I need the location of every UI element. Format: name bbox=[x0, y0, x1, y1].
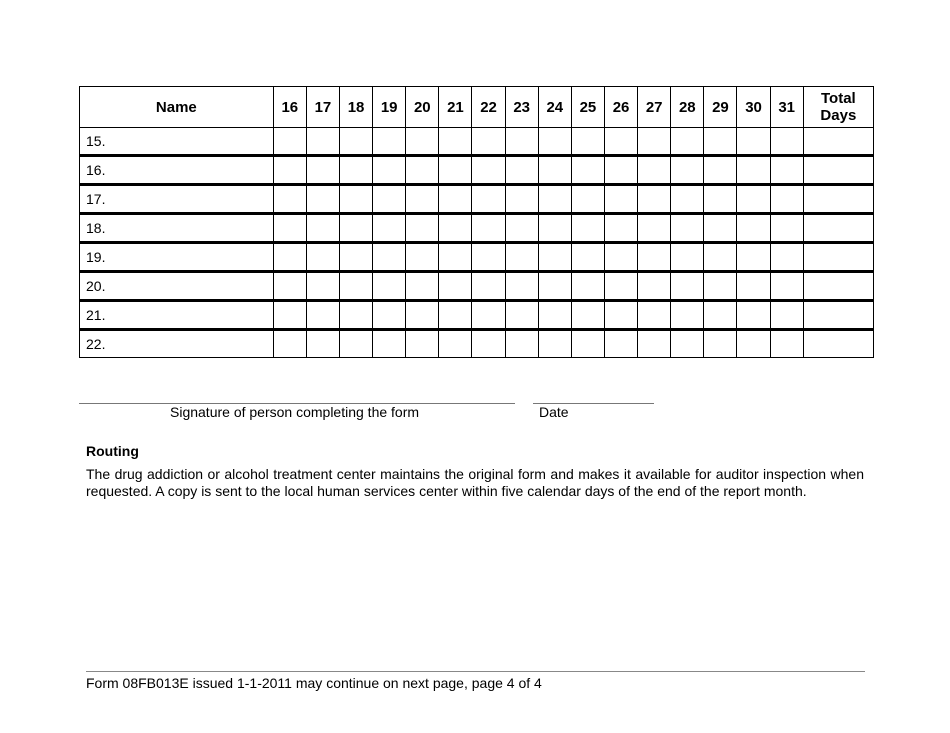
day-cell[interactable] bbox=[770, 330, 803, 358]
day-cell[interactable] bbox=[538, 156, 571, 185]
day-column-header: 20 bbox=[406, 87, 439, 128]
day-cell[interactable] bbox=[439, 243, 472, 272]
row-number-name-cell[interactable]: 15. bbox=[80, 128, 274, 156]
day-cell[interactable] bbox=[671, 301, 704, 330]
day-cell[interactable] bbox=[306, 185, 339, 214]
day-cell[interactable] bbox=[339, 330, 372, 358]
day-cell[interactable] bbox=[505, 301, 538, 330]
day-cell[interactable] bbox=[439, 185, 472, 214]
day-cell[interactable] bbox=[373, 128, 406, 156]
day-cell[interactable] bbox=[704, 156, 737, 185]
day-cell[interactable] bbox=[571, 301, 604, 330]
day-cell[interactable] bbox=[406, 243, 439, 272]
day-cell[interactable] bbox=[505, 156, 538, 185]
table-row bbox=[80, 272, 874, 301]
day-column-header: 25 bbox=[571, 87, 604, 128]
day-cell[interactable] bbox=[571, 128, 604, 156]
day-cell[interactable] bbox=[306, 214, 339, 243]
day-cell[interactable] bbox=[406, 185, 439, 214]
total-days-cell[interactable] bbox=[803, 301, 873, 330]
day-cell[interactable] bbox=[339, 214, 372, 243]
table-row bbox=[80, 301, 874, 330]
day-cell[interactable] bbox=[538, 301, 571, 330]
day-cell[interactable] bbox=[538, 128, 571, 156]
day-cell[interactable] bbox=[737, 128, 770, 156]
day-cell[interactable] bbox=[273, 214, 306, 243]
day-cell[interactable] bbox=[339, 156, 372, 185]
day-cell[interactable] bbox=[638, 272, 671, 301]
day-cell[interactable] bbox=[737, 272, 770, 301]
day-cell[interactable] bbox=[571, 330, 604, 358]
name-column-header: Name bbox=[80, 87, 274, 128]
day-column-header: 27 bbox=[638, 87, 671, 128]
day-cell[interactable] bbox=[505, 272, 538, 301]
day-cell[interactable] bbox=[373, 156, 406, 185]
day-cell[interactable] bbox=[406, 272, 439, 301]
day-cell[interactable] bbox=[273, 185, 306, 214]
day-cell[interactable] bbox=[339, 128, 372, 156]
day-cell[interactable] bbox=[472, 330, 505, 358]
total-days-header-line1: Total bbox=[821, 90, 856, 107]
table-body bbox=[80, 128, 874, 358]
day-cell[interactable] bbox=[571, 272, 604, 301]
routing-heading: Routing bbox=[86, 443, 139, 459]
day-cell[interactable] bbox=[638, 185, 671, 214]
signature-label: Signature of person completing the form bbox=[170, 404, 420, 420]
day-cell[interactable] bbox=[737, 156, 770, 185]
day-cell[interactable] bbox=[339, 301, 372, 330]
day-cell[interactable] bbox=[770, 214, 803, 243]
day-cell[interactable] bbox=[737, 185, 770, 214]
total-days-cell[interactable] bbox=[803, 330, 873, 358]
day-cell[interactable] bbox=[273, 272, 306, 301]
day-column-header: 16 bbox=[273, 87, 306, 128]
day-cell[interactable] bbox=[704, 214, 737, 243]
day-cell[interactable] bbox=[306, 156, 339, 185]
day-cell[interactable] bbox=[538, 185, 571, 214]
day-column-header: 22 bbox=[472, 87, 505, 128]
day-cell[interactable] bbox=[704, 301, 737, 330]
row-number-name-cell[interactable]: 17. bbox=[80, 185, 274, 214]
day-cell[interactable] bbox=[604, 243, 637, 272]
day-cell[interactable] bbox=[505, 128, 538, 156]
day-cell[interactable] bbox=[406, 330, 439, 358]
day-cell[interactable] bbox=[439, 156, 472, 185]
day-cell[interactable] bbox=[604, 330, 637, 358]
day-cell[interactable] bbox=[770, 156, 803, 185]
day-column-header: 17 bbox=[306, 87, 339, 128]
day-cell[interactable] bbox=[406, 214, 439, 243]
row-number-name-cell[interactable]: 19. bbox=[80, 243, 274, 272]
day-column-header: 21 bbox=[439, 87, 472, 128]
day-cell[interactable] bbox=[671, 272, 704, 301]
day-cell[interactable] bbox=[373, 272, 406, 301]
day-cell[interactable] bbox=[638, 243, 671, 272]
day-cell[interactable] bbox=[406, 128, 439, 156]
day-cell[interactable] bbox=[505, 330, 538, 358]
day-cell[interactable] bbox=[671, 128, 704, 156]
day-cell[interactable] bbox=[538, 243, 571, 272]
day-cell[interactable] bbox=[737, 330, 770, 358]
day-cell[interactable] bbox=[671, 243, 704, 272]
day-cell[interactable] bbox=[439, 214, 472, 243]
row-number-name-cell[interactable]: 20. bbox=[80, 272, 274, 301]
day-cell[interactable] bbox=[373, 214, 406, 243]
day-cell[interactable] bbox=[604, 128, 637, 156]
day-column-header: 19 bbox=[373, 87, 406, 128]
day-cell[interactable] bbox=[770, 128, 803, 156]
day-cell[interactable] bbox=[439, 301, 472, 330]
day-cell[interactable] bbox=[373, 301, 406, 330]
table-row bbox=[80, 185, 874, 214]
day-cell[interactable] bbox=[671, 214, 704, 243]
table-header-row bbox=[80, 87, 874, 128]
day-cell[interactable] bbox=[737, 301, 770, 330]
day-cell[interactable] bbox=[472, 128, 505, 156]
day-cell[interactable] bbox=[472, 185, 505, 214]
attendance-table bbox=[79, 86, 874, 358]
row-number-name-cell[interactable]: 22. bbox=[80, 330, 274, 358]
day-cell[interactable] bbox=[604, 272, 637, 301]
day-cell[interactable] bbox=[571, 156, 604, 185]
day-cell[interactable] bbox=[306, 272, 339, 301]
day-cell[interactable] bbox=[704, 272, 737, 301]
day-cell[interactable] bbox=[273, 156, 306, 185]
table-row bbox=[80, 128, 874, 156]
day-cell[interactable] bbox=[472, 301, 505, 330]
day-cell[interactable] bbox=[273, 243, 306, 272]
day-cell[interactable] bbox=[638, 330, 671, 358]
day-cell[interactable] bbox=[604, 185, 637, 214]
day-column-header: 30 bbox=[737, 87, 770, 128]
row-number-name-cell[interactable]: 18. bbox=[80, 214, 274, 243]
day-column-header: 24 bbox=[538, 87, 571, 128]
day-cell[interactable] bbox=[638, 214, 671, 243]
day-cell[interactable] bbox=[373, 243, 406, 272]
day-cell[interactable] bbox=[505, 185, 538, 214]
day-cell[interactable] bbox=[472, 272, 505, 301]
day-cell[interactable] bbox=[273, 128, 306, 156]
day-cell[interactable] bbox=[505, 243, 538, 272]
day-cell[interactable] bbox=[306, 243, 339, 272]
day-cell[interactable] bbox=[472, 214, 505, 243]
day-cell[interactable] bbox=[737, 243, 770, 272]
total-days-header bbox=[803, 87, 873, 128]
total-days-cell[interactable] bbox=[803, 214, 873, 243]
day-cell[interactable] bbox=[704, 330, 737, 358]
day-cell[interactable] bbox=[638, 128, 671, 156]
day-cell[interactable] bbox=[571, 185, 604, 214]
day-cell[interactable] bbox=[505, 214, 538, 243]
routing-text: The drug addiction or alcohol treatment center maintains the original form and makes it available for auditor inspection when requested. A copy is sent to the local human services center within five calendar days of the end of the report month. bbox=[86, 466, 864, 499]
day-cell[interactable] bbox=[538, 272, 571, 301]
day-cell[interactable] bbox=[704, 243, 737, 272]
total-days-cell[interactable] bbox=[803, 272, 873, 301]
day-cell[interactable] bbox=[638, 156, 671, 185]
row-number-name-cell[interactable]: 16. bbox=[80, 156, 274, 185]
day-cell[interactable] bbox=[770, 243, 803, 272]
day-cell[interactable] bbox=[638, 301, 671, 330]
total-days-cell[interactable] bbox=[803, 243, 873, 272]
day-cell[interactable] bbox=[306, 330, 339, 358]
day-cell[interactable] bbox=[373, 185, 406, 214]
table-row bbox=[80, 243, 874, 272]
day-cell[interactable] bbox=[770, 301, 803, 330]
day-column-header: 29 bbox=[704, 87, 737, 128]
day-cell[interactable] bbox=[704, 185, 737, 214]
day-column-header: 23 bbox=[505, 87, 538, 128]
day-cell[interactable] bbox=[671, 330, 704, 358]
day-cell[interactable] bbox=[273, 301, 306, 330]
day-cell[interactable] bbox=[339, 272, 372, 301]
day-cell[interactable] bbox=[306, 128, 339, 156]
table-row bbox=[80, 330, 874, 358]
day-cell[interactable] bbox=[538, 214, 571, 243]
day-cell[interactable] bbox=[373, 330, 406, 358]
day-cell[interactable] bbox=[770, 272, 803, 301]
day-cell[interactable] bbox=[406, 301, 439, 330]
day-cell[interactable] bbox=[339, 243, 372, 272]
day-cell[interactable] bbox=[339, 185, 372, 214]
day-cell[interactable] bbox=[439, 272, 472, 301]
day-cell[interactable] bbox=[604, 301, 637, 330]
day-cell[interactable] bbox=[571, 243, 604, 272]
footer-text: Form 08FB013E issued 1-1-2011 may continue on next page, page 4 of 4 bbox=[86, 675, 542, 691]
day-column-header: 31 bbox=[770, 87, 803, 128]
day-column-header: 18 bbox=[339, 87, 372, 128]
total-days-cell[interactable] bbox=[803, 185, 873, 214]
day-cell[interactable] bbox=[604, 214, 637, 243]
day-cell[interactable] bbox=[737, 214, 770, 243]
total-days-cell[interactable] bbox=[803, 156, 873, 185]
row-number-name-cell[interactable]: 21. bbox=[80, 301, 274, 330]
day-cell[interactable] bbox=[538, 330, 571, 358]
footer-divider bbox=[86, 671, 865, 672]
day-cell[interactable] bbox=[770, 185, 803, 214]
date-label: Date bbox=[539, 404, 569, 420]
day-cell[interactable] bbox=[571, 214, 604, 243]
total-days-header-line2: Days bbox=[820, 107, 857, 124]
day-cell[interactable] bbox=[671, 156, 704, 185]
day-cell[interactable] bbox=[406, 156, 439, 185]
day-cell[interactable] bbox=[704, 128, 737, 156]
day-cell[interactable] bbox=[273, 330, 306, 358]
total-days-cell[interactable] bbox=[803, 128, 873, 156]
day-cell[interactable] bbox=[472, 243, 505, 272]
day-column-header: 26 bbox=[604, 87, 637, 128]
day-cell[interactable] bbox=[604, 156, 637, 185]
day-cell[interactable] bbox=[671, 185, 704, 214]
table-row bbox=[80, 156, 874, 185]
day-cell[interactable] bbox=[306, 301, 339, 330]
table-row bbox=[80, 214, 874, 243]
day-cell[interactable] bbox=[439, 330, 472, 358]
day-cell[interactable] bbox=[439, 128, 472, 156]
day-column-header: 28 bbox=[671, 87, 704, 128]
day-cell[interactable] bbox=[472, 156, 505, 185]
